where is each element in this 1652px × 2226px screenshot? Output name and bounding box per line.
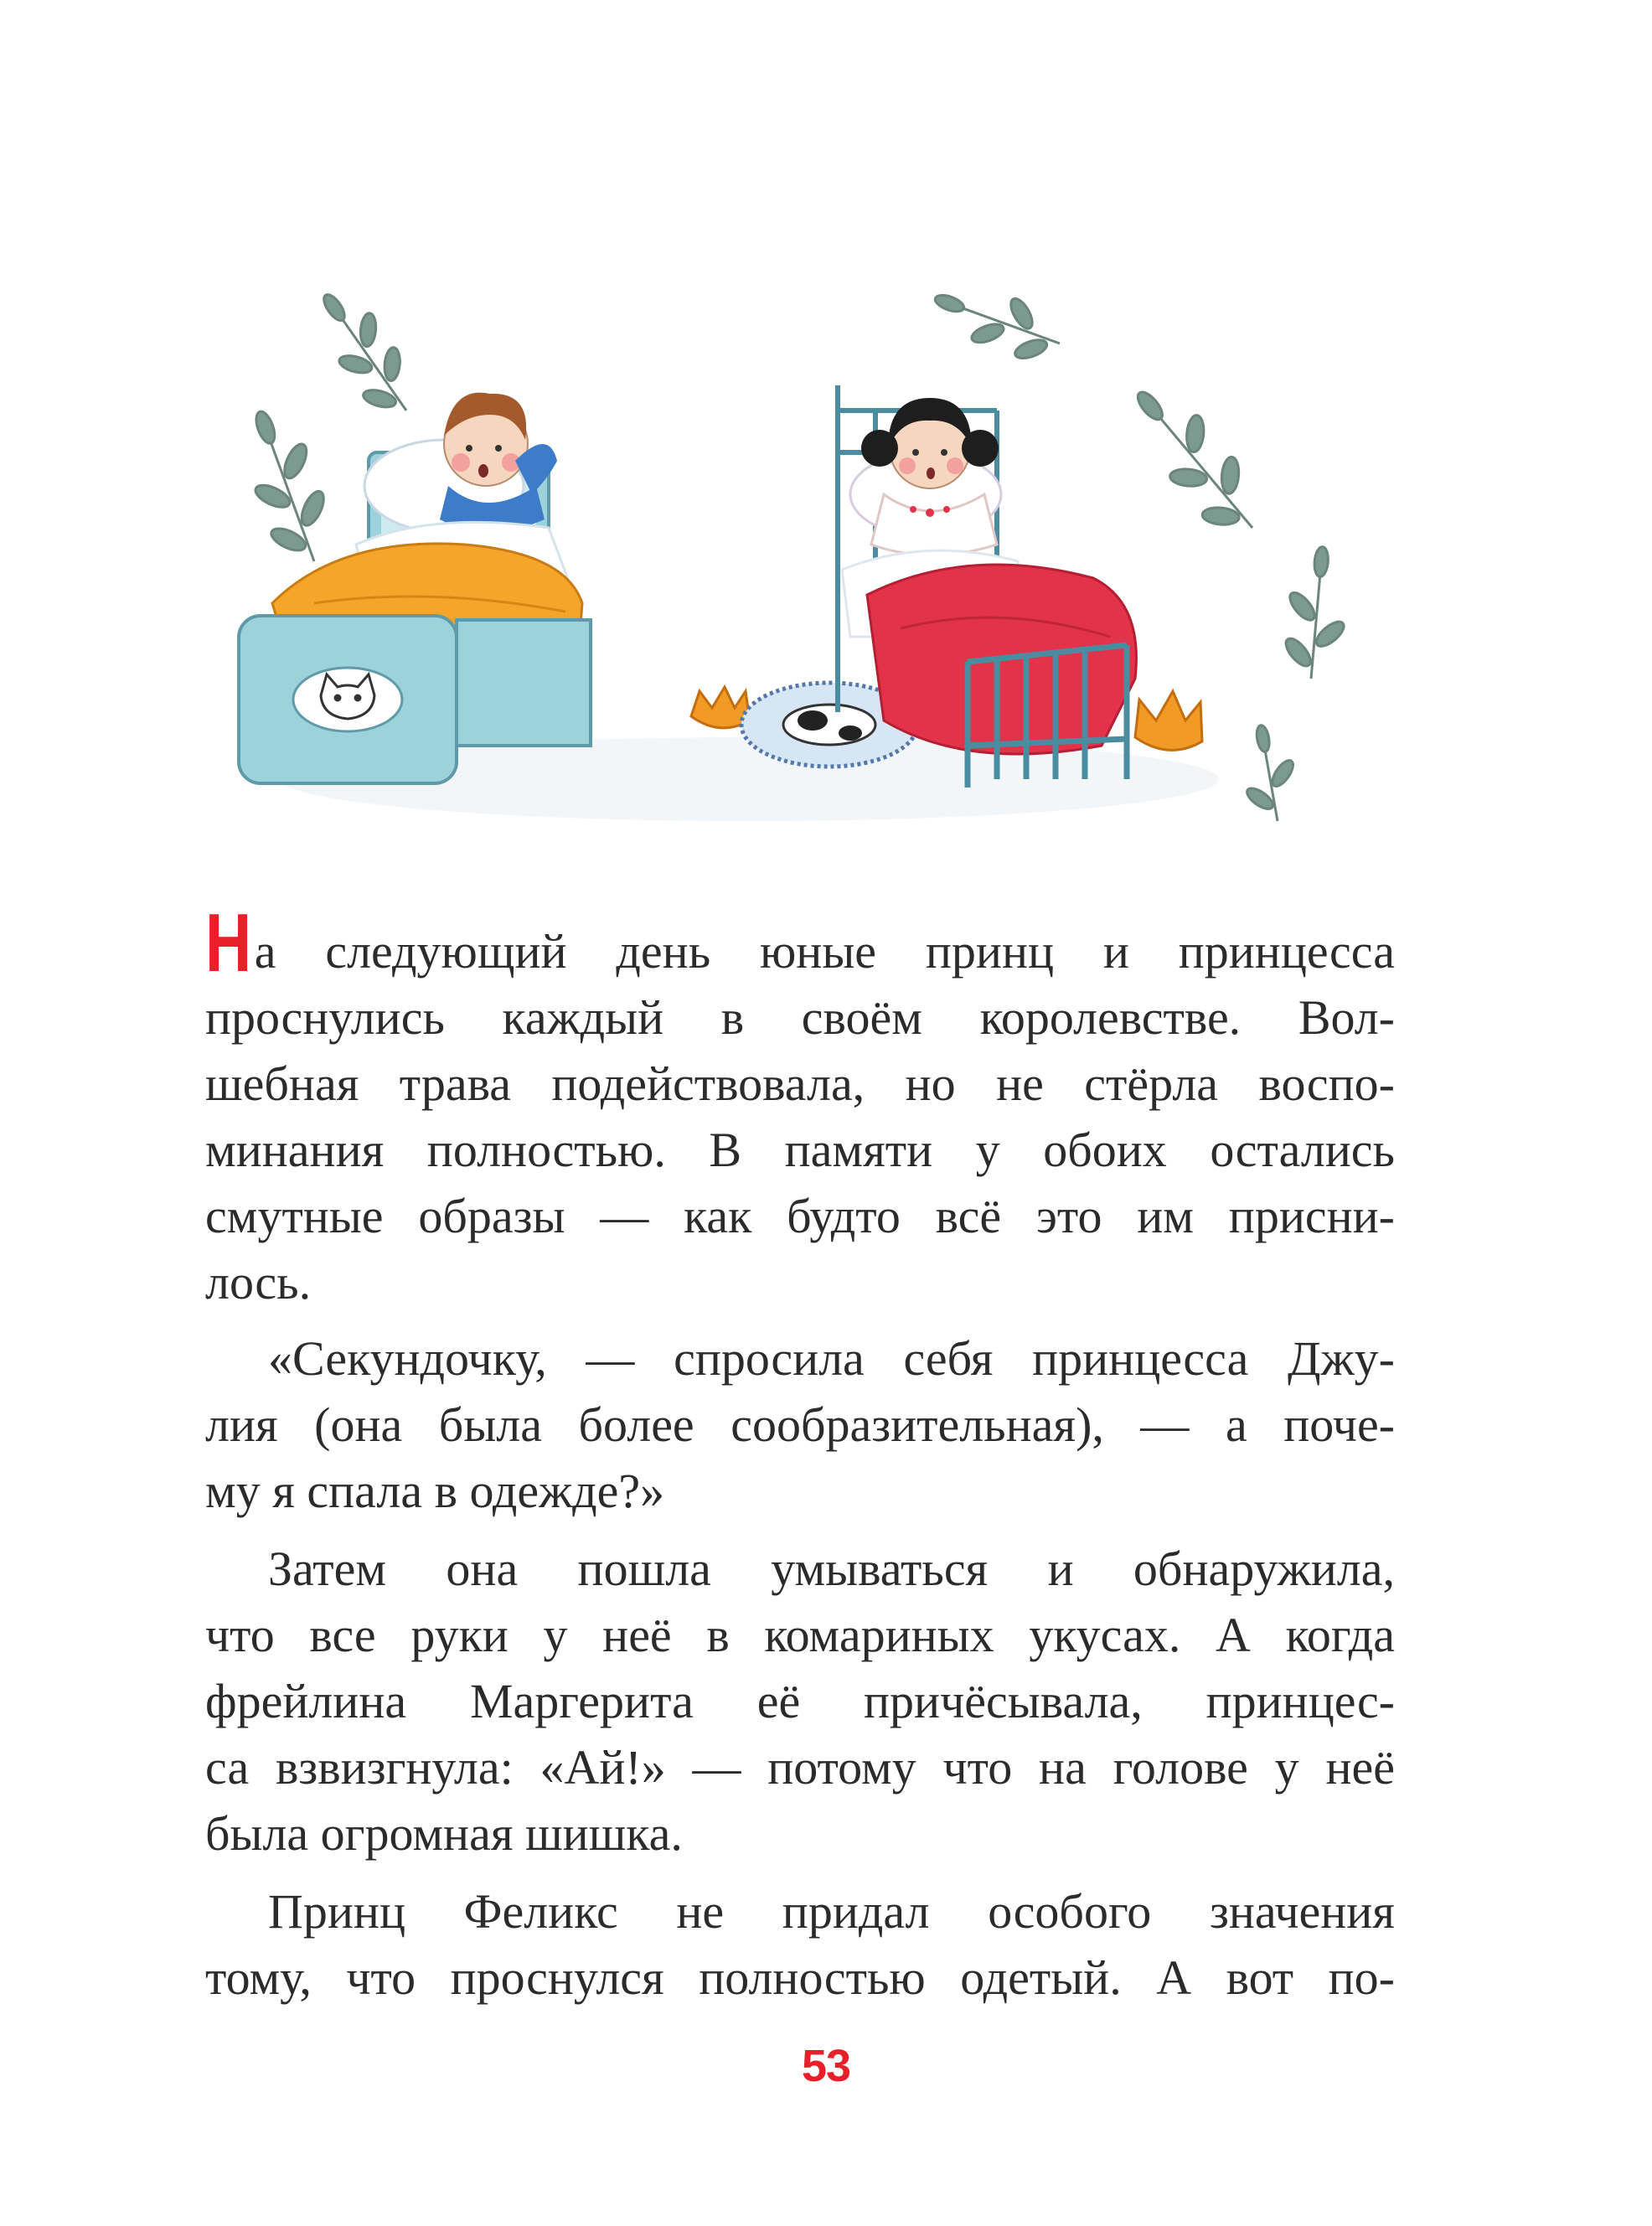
paragraph-2 — [205, 1325, 1395, 1524]
story-text — [205, 896, 1395, 2011]
text-line-content: а следующий день юные принц и принцесса — [254, 924, 1395, 979]
text-line: «Секундочку, — спросила себя принцесса Джу- — [268, 1331, 1395, 1386]
text-line: Принц Феликс не придал особого значения — [268, 1884, 1395, 1939]
dog-icon — [783, 705, 875, 745]
drop-cap: Н — [205, 896, 252, 989]
text-line: му я спала в одежде?» — [205, 1464, 665, 1518]
page-number: 53 — [801, 2041, 851, 2091]
paragraph-3 — [205, 1536, 1395, 1867]
text-line: тому, что проснулся полностью одетый. А вот по- — [205, 1950, 1395, 2005]
text-line: минания полностью. В памяти у обоих остались — [205, 1123, 1395, 1177]
paragraph-1 — [205, 896, 1395, 1315]
text-line — [205, 896, 1395, 989]
text-line: что все руки у неё в комариных укусах. А когда — [205, 1608, 1395, 1662]
text-line: лось. — [205, 1255, 312, 1309]
text-line: лия (она была более сообразительная), — а поче- — [205, 1397, 1395, 1452]
text-line: смутные образы — как будто всё это им присни- — [205, 1189, 1395, 1243]
text-line: была огромная шишка. — [205, 1806, 683, 1861]
text-line: Затем она пошла умываться и обнаружила, — [268, 1542, 1395, 1596]
text-line: фрейлина Маргерита её причёсывала, принцес- — [205, 1674, 1395, 1728]
text-line: са взвизгнула: «Ай!» — потому что на голове у неё — [205, 1740, 1395, 1795]
paragraph-4 — [205, 1878, 1395, 2011]
illustration — [214, 243, 1395, 846]
text-line: проснулись каждый в своём королевстве. Вол- — [205, 990, 1395, 1045]
text-line: шебная трава подействовала, но не стёрла воспо- — [205, 1056, 1395, 1111]
